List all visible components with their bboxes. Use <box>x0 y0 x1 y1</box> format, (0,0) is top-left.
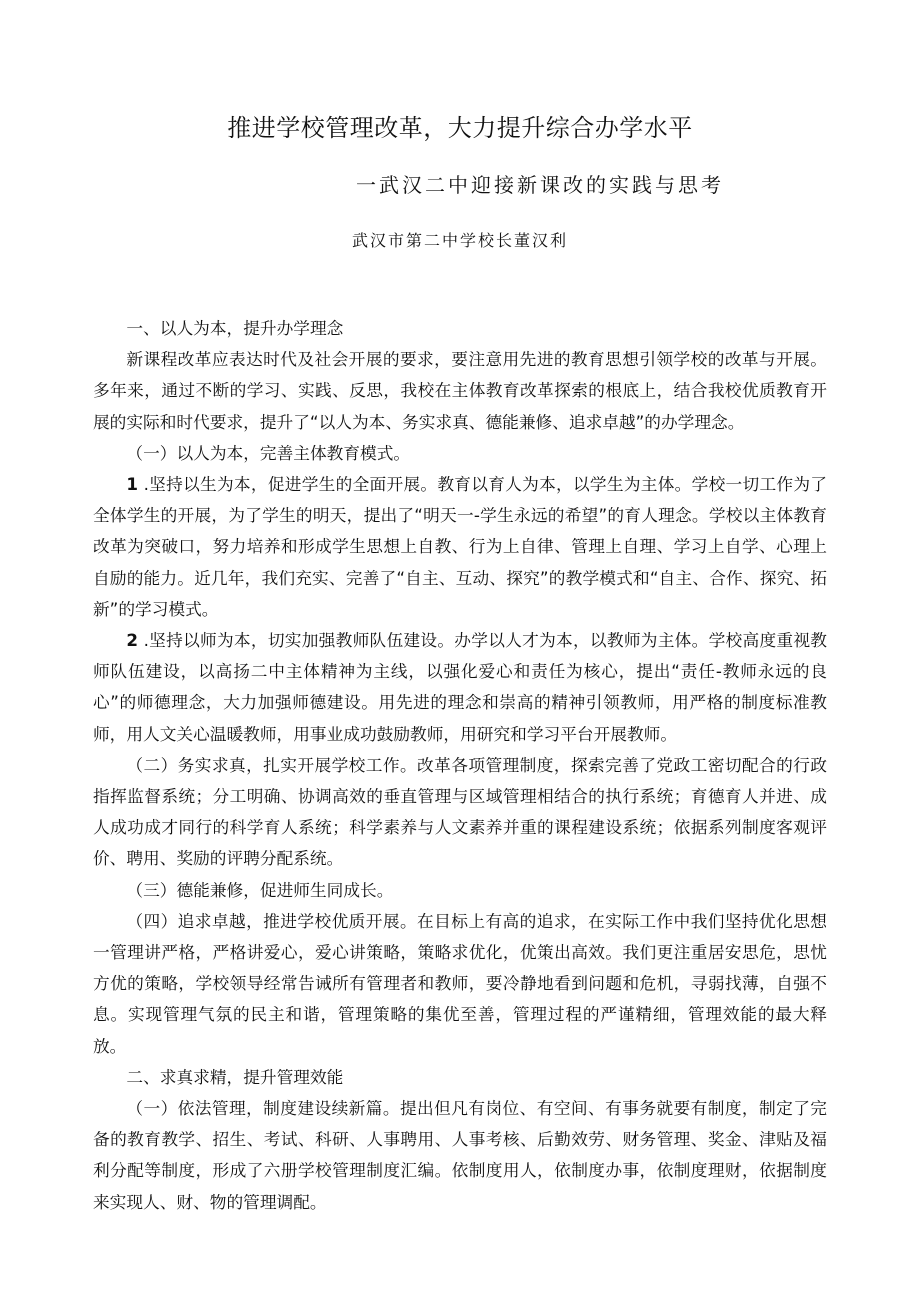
paragraph-number: 2 <box>126 630 139 651</box>
paragraph: 新课程改革应表达时代及社会开展的要求，要注意用先进的教育思想引领学校的改革与开展。多年来，通过不断的学习、实践、反思，我校在主体教育改革探索的根底上，结合我校优质教育开展的实际和时代要求，提升了“以人为本、务实求真、德能兼修、追求卓越”的办学理念。 <box>93 349 827 432</box>
paragraph: （一）依法管理，制度建设续新篇。提出但凡有岗位、有空间、有事务就要有制度，制定了完备的教育教学、招生、考试、科研、人事聘用、人事考核、后勤效劳、财务管理、奖金、津贴及福利分配等制度，形成了六册学校管理制度汇编。依制度用人，依制度办事，依制度理财，依据制度来实现人、财、物的管理调配。 <box>93 1098 827 1212</box>
paragraph-number: 1 <box>126 474 139 495</box>
document-author: 武汉市第二中学校长董汉利 <box>351 231 568 250</box>
paragraph: （二）务实求真，扎实开展学校工作。改革各项管理制度，探索完善了党政工密切配合的行政指挥监督系统；分工明确、协调高效的垂直管理与区域管理相结合的执行系统；育德育人并进、成人成功成才同行的科学育人系统；科学素养与人文素养并重的课程建设系统；依据系列制度客观评价、聘用、奖励的评聘分配系统。 <box>93 754 827 869</box>
document-title: 推进学校管理改革，大力提升综合办学水平 <box>227 114 693 142</box>
subsection-heading: （三）德能兼修，促进师生同成长。 <box>126 879 394 900</box>
paragraph-text: .坚持以生为本，促进学生的全面开展。教育以育人为本，以学生为主体。学校一切工作为了全体学生的开展，为了学生的明天，提出了“明天一-学生永远的希望”的育人理念。学校以主体教育改革为突破口，努力培养和形成学生思想上自教、行为上自律、管理上自理、学习上自学、心理上自励的能力。近几年，我们充实、完善了“自主、互动、探究”的教学模式和“自主、合作、探究、拓新”的学习模式。 <box>93 474 827 619</box>
numbered-paragraph <box>93 625 827 750</box>
document-body <box>93 313 827 1218</box>
numbered-paragraph <box>93 469 827 625</box>
section-heading: 二、求真求精，提升管理效能 <box>126 1066 344 1087</box>
section-heading: 一、以人为本，提升办学理念 <box>126 318 344 338</box>
subsection-heading: （一）以人为本，完善主体教育模式。 <box>126 442 411 463</box>
paragraph: （四）追求卓越，推进学校优质开展。在目标上有高的追求，在实际工作中我们坚持优化思想一管理讲严格，严格讲爱心，爱心讲策略，策略求优化，优策出高效。我们更注重居安思危，思忧方优的策略，学校领导经常告诫所有管理者和教师，要冷静地看到问题和危机，寻弱找薄，自强不息。实现管理气氛的民主和谐，管理策略的集优至善，管理过程的严谨精细，管理效能的最大释放。 <box>93 910 827 1056</box>
paragraph-text: .坚持以师为本，切实加强教师队伍建设。办学以人才为本，以教师为主体。学校高度重视教师队伍建设，以高扬二中主体精神为主线，以强化爱心和责任为核心，提出“责任-教师永远的良心”的师德理念，大力加强师德建设。用先进的理念和崇高的精神引领教师，用严格的制度标准教师，用人文关心温暖教师，用事业成功鼓励教师，用研究和学习平台开展教师。 <box>93 630 827 744</box>
document-subtitle: 一武汉二中迎接新课改的实践与思考 <box>356 173 724 197</box>
